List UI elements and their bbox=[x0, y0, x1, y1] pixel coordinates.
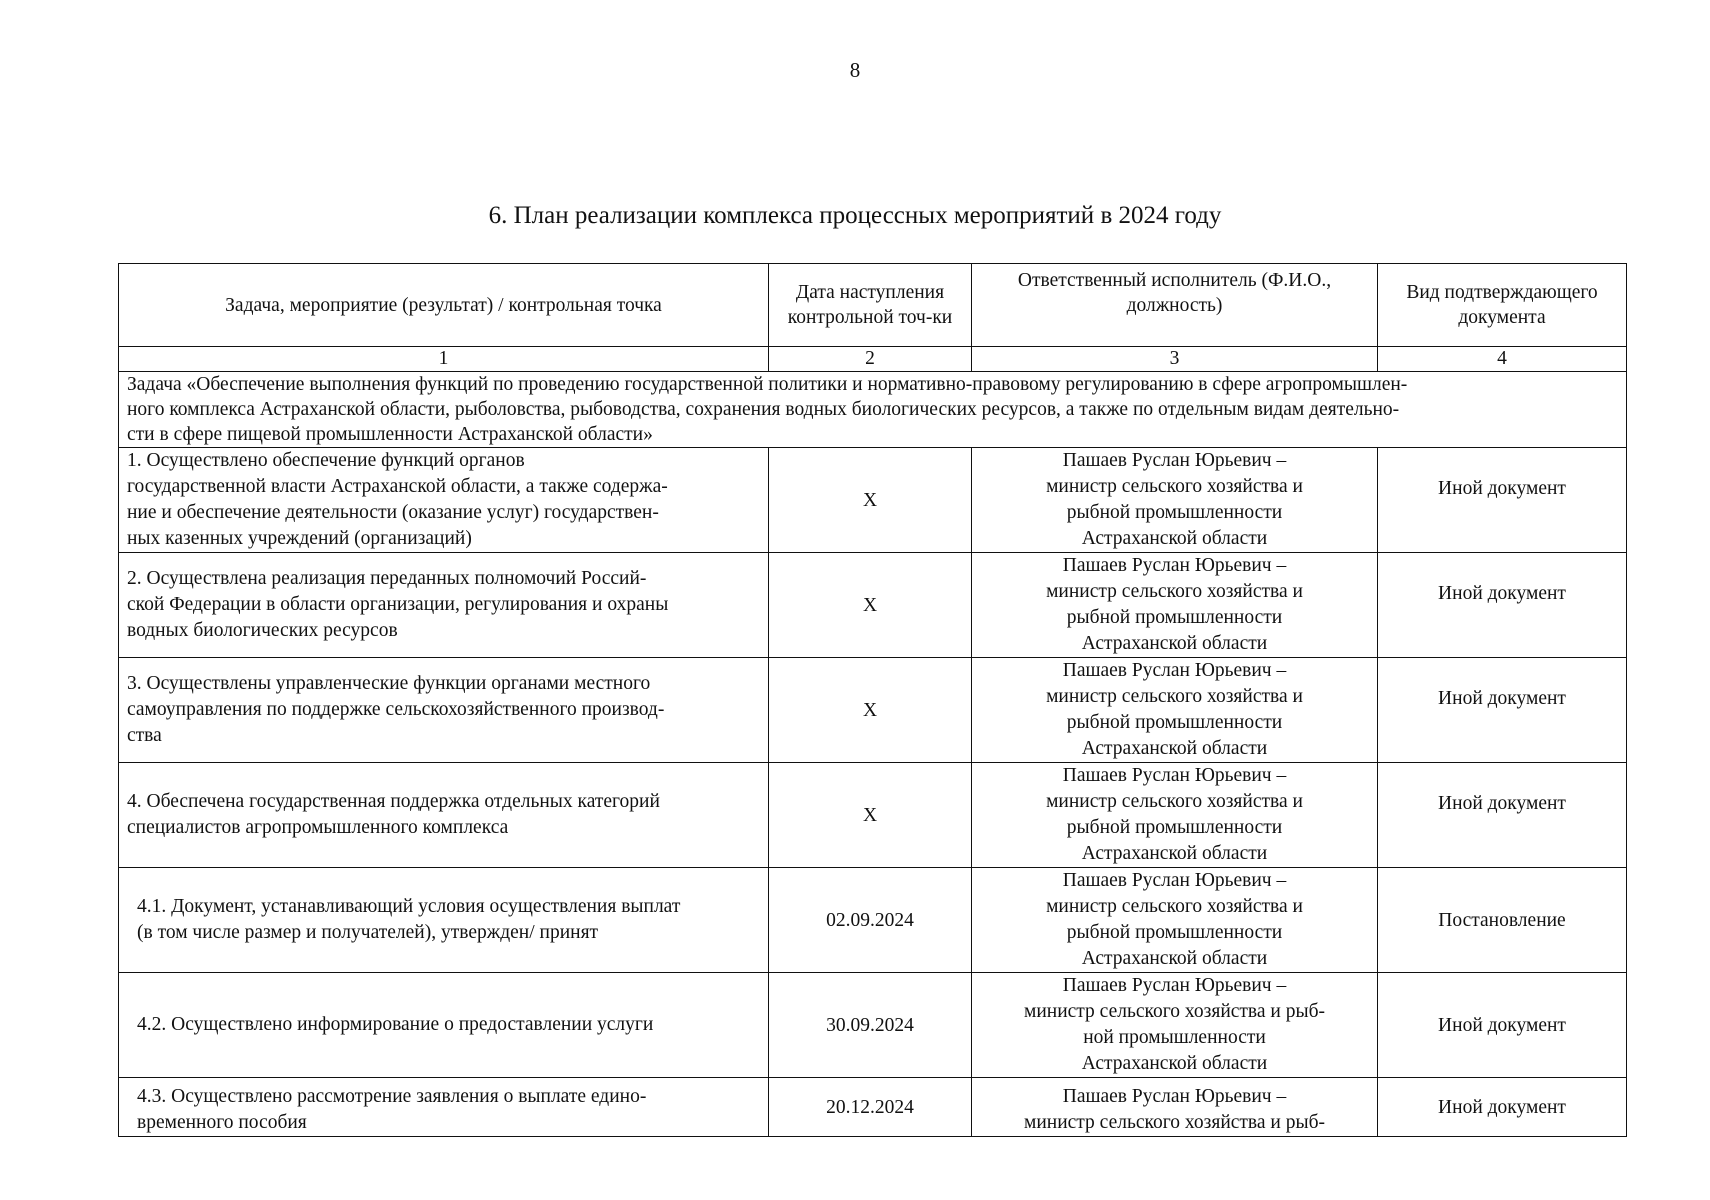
task-cell bbox=[119, 372, 1627, 448]
text-line: Пашаев Руслан Юрьевич – bbox=[1062, 975, 1287, 996]
text-line: министр сельского хозяйства и рыб- bbox=[1024, 1112, 1325, 1133]
text-line: Астраханской области bbox=[1081, 1053, 1268, 1074]
responsible-executor bbox=[972, 973, 1378, 1078]
text-line: министр сельского хозяйства и bbox=[1046, 896, 1303, 917]
text-line: Пашаев Руслан Юрьевич – bbox=[1062, 555, 1287, 576]
text-line: рыбной промышленности bbox=[1066, 712, 1283, 733]
text-line: 2. Осуществлена реализация переданных полномочий Россий- bbox=[127, 568, 647, 589]
text-line: 4. Обеспечена государственная поддержка отдельных категорий bbox=[127, 791, 660, 812]
page-number: 8 bbox=[849, 58, 861, 82]
header-row bbox=[119, 264, 1627, 347]
text-line: министр сельского хозяйства и рыб- bbox=[1024, 1001, 1325, 1022]
text-line: 4.2. Осуществлено информирование о предоставлении услуги bbox=[137, 1014, 654, 1035]
task-row bbox=[119, 372, 1627, 448]
document-type: Иной документ bbox=[1378, 1078, 1627, 1137]
text-line: министр сельского хозяйства и bbox=[1046, 791, 1303, 812]
text-line: временного пособия bbox=[137, 1112, 307, 1133]
header-responsible: Ответственный исполнитель (Ф.И.О., должность) bbox=[972, 264, 1378, 347]
plan-table bbox=[118, 263, 1627, 1137]
text-line: 1. Осуществлено обеспечение функций органов bbox=[127, 450, 525, 471]
text-line: водных биологических ресурсов bbox=[127, 620, 398, 641]
activity-name bbox=[119, 448, 769, 553]
column-number: 2 bbox=[769, 347, 972, 372]
text-line: министр сельского хозяйства и bbox=[1046, 476, 1303, 497]
text-line: (в том числе размер и получателей), утвержден/ принят bbox=[137, 922, 599, 943]
control-date: 20.12.2024 bbox=[769, 1078, 972, 1137]
control-date: Х bbox=[769, 553, 972, 658]
text-line: рыбной промышленности bbox=[1066, 922, 1283, 943]
task-line: Задача «Обеспечение выполнения функций по проведению государственной политики и нормативно-правовому регулированию в сфере агропромышлен- bbox=[127, 374, 1408, 395]
table-row bbox=[119, 973, 1627, 1078]
text-line: ства bbox=[127, 725, 162, 746]
text-line: ной промышленности bbox=[1083, 1027, 1266, 1048]
column-number: 4 bbox=[1378, 347, 1627, 372]
activity-name bbox=[119, 868, 769, 973]
document-type: Иной документ bbox=[1378, 973, 1627, 1078]
activity-name bbox=[119, 973, 769, 1078]
text-line: 4.3. Осуществлено рассмотрение заявления о выплате едино- bbox=[137, 1086, 647, 1107]
text-line: 3. Осуществлены управленческие функции органами местного bbox=[127, 673, 651, 694]
text-line: государственной власти Астраханской области, а также содержа- bbox=[127, 476, 668, 497]
table-row bbox=[119, 1078, 1627, 1137]
table-row bbox=[119, 763, 1627, 868]
responsible-executor bbox=[972, 868, 1378, 973]
control-date: Х bbox=[769, 658, 972, 763]
header-date: Дата наступления контрольной точ-ки bbox=[769, 264, 972, 347]
column-numbers-row bbox=[119, 347, 1627, 372]
text-line: Астраханской области bbox=[1081, 948, 1268, 969]
document-title: 6. План реализации комплекса процессных мероприятий в 2024 году bbox=[488, 202, 1222, 229]
text-line: Пашаев Руслан Юрьевич – bbox=[1062, 450, 1287, 471]
document-type: Иной документ bbox=[1378, 448, 1627, 553]
text-line: рыбной промышленности bbox=[1066, 817, 1283, 838]
activity-name bbox=[119, 553, 769, 658]
activity-name bbox=[119, 1078, 769, 1137]
text-line: Астраханской области bbox=[1081, 738, 1268, 759]
text-line: рыбной промышленности bbox=[1066, 607, 1283, 628]
text-line: Астраханской области bbox=[1081, 528, 1268, 549]
text-line: специалистов агропромышленного комплекса bbox=[127, 817, 509, 838]
activity-name bbox=[119, 763, 769, 868]
text-line: Астраханской области bbox=[1081, 633, 1268, 654]
text-line: ных казенных учреждений (организаций) bbox=[127, 528, 472, 549]
text-line: министр сельского хозяйства и bbox=[1046, 581, 1303, 602]
table-row bbox=[119, 448, 1627, 553]
responsible-executor bbox=[972, 763, 1378, 868]
text-line: министр сельского хозяйства и bbox=[1046, 686, 1303, 707]
header-document: Вид подтверждающего документа bbox=[1378, 264, 1627, 347]
text-line: Пашаев Руслан Юрьевич – bbox=[1062, 870, 1287, 891]
task-line: ного комплекса Астраханской области, рыболовства, рыбоводства, сохранения водных биологических ресурсов, а также по отдельным видам деятельно- bbox=[127, 399, 1400, 420]
header-task: Задача, мероприятие (результат) / контрольная точка bbox=[119, 264, 769, 347]
text-line: Пашаев Руслан Юрьевич – bbox=[1062, 660, 1287, 681]
table-row bbox=[119, 553, 1627, 658]
document-type: Иной документ bbox=[1378, 763, 1627, 868]
document-type: Постановление bbox=[1378, 868, 1627, 973]
text-line: 4.1. Документ, устанавливающий условия осуществления выплат bbox=[137, 896, 681, 917]
text-line: ской Федерации в области организации, регулирования и охраны bbox=[127, 594, 669, 615]
table-row bbox=[119, 868, 1627, 973]
column-number: 3 bbox=[972, 347, 1378, 372]
column-number: 1 bbox=[119, 347, 769, 372]
text-line: Пашаев Руслан Юрьевич – bbox=[1062, 1086, 1287, 1107]
responsible-executor bbox=[972, 1078, 1378, 1137]
text-line: Пашаев Руслан Юрьевич – bbox=[1062, 765, 1287, 786]
responsible-executor bbox=[972, 553, 1378, 658]
control-date: Х bbox=[769, 763, 972, 868]
control-date: Х bbox=[769, 448, 972, 553]
document-type: Иной документ bbox=[1378, 553, 1627, 658]
task-line: сти в сфере пищевой промышленности Астраханской области» bbox=[127, 424, 653, 445]
control-date: 30.09.2024 bbox=[769, 973, 972, 1078]
text-line: рыбной промышленности bbox=[1066, 502, 1283, 523]
responsible-executor bbox=[972, 448, 1378, 553]
table-row bbox=[119, 658, 1627, 763]
control-date: 02.09.2024 bbox=[769, 868, 972, 973]
responsible-executor bbox=[972, 658, 1378, 763]
activity-name bbox=[119, 658, 769, 763]
text-line: Астраханской области bbox=[1081, 843, 1268, 864]
document-type: Иной документ bbox=[1378, 658, 1627, 763]
text-line: самоуправления по поддержке сельскохозяйственного производ- bbox=[127, 699, 665, 720]
text-line: ние и обеспечение деятельности (оказание услуг) государствен- bbox=[127, 502, 659, 523]
